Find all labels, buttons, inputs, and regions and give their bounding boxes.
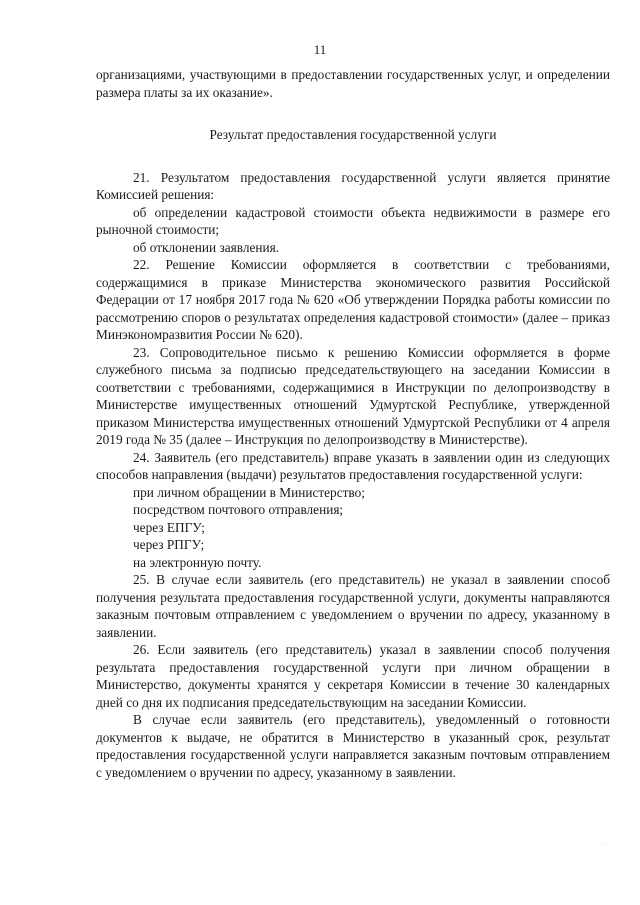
paragraph-21-option-2: об отклонении заявления. xyxy=(133,239,280,255)
delivery-method-item: при личном обращении в Министерство; xyxy=(133,484,365,500)
scan-artifact: · xyxy=(601,840,604,849)
delivery-method-item: через ЕПГУ; xyxy=(133,519,205,535)
delivery-method-item: посредством почтового отправления; xyxy=(133,502,344,517)
delivery-method-item: через РПГУ; xyxy=(133,537,205,552)
page-number: 11 xyxy=(313,42,327,57)
page-content xyxy=(96,66,610,781)
paragraph-25: 25. В случае если заявитель (его представитель) не указал в заявлении способ получения результата предоставления государственной услуги, документы направляются заказным почтовым отправлением с уведомлением о вручении по адресу, указанному в заявлении. xyxy=(96,572,610,640)
paragraph-24: 24. Заявитель (его представитель) вправе указать в заявлении один из следующих способов направления (выдачи) результатов предоставления государственной услуги: xyxy=(96,449,610,482)
intro-paragraph: организациями, участвующими в предоставлении государственных услуг, и определении размера платы за их оказание». xyxy=(96,67,610,100)
paragraph-22: 22. Решение Комиссии оформляется в соответствии с требованиями, содержащимися в приказе Министерства экономического развития Российской Федерации от 17 ноября 2017 года № 620 «Об утверждении Порядка работы комиссии по рассмотрению споров о результатах определения кадастровой стоимости» (далее – приказ Минэкономразвития России № 620). xyxy=(96,257,610,342)
delivery-method-item: на электронную почту. xyxy=(133,554,262,570)
paragraph-23: 23. Сопроводительное письмо к решению Комиссии оформляется в форме служебного письма за подписью председательствующего на заседании Комиссии в соответствии с требованиями, содержащимися в Инструкции по делопроизводству в Министерстве имущественных отношений Удмуртской Республике, утвержденной приказом Министерства имущественных отношений Удмуртской Республики от 4 апреля 2019 года № 35 (далее – Инструкция по делопроизводству в Министерстве). xyxy=(96,344,610,447)
section-heading: Результат предоставления государственной услуги xyxy=(209,127,497,142)
paragraph-26: 26. Если заявитель (его представитель) указал в заявлении способ получения результата предоставления государственной услуги при личном обращении в Министерство, документы хранятся у секретаря Комиссии в течение 30 календарных дней со дня их подписания председательствующим на заседании Комиссии. xyxy=(96,642,610,710)
paragraph-26-continuation: В случае если заявитель (его представитель), уведомленный о готовности документов к выдаче, не обратится в Министерство в указанный срок, результат предоставления государственной услуги направляется заказным почтовым отправлением с уведомлением о вручении по адресу, указанному в заявлении. xyxy=(96,712,610,780)
paragraph-21-option-1: об определении кадастровой стоимости объекта недвижимости в размере его рыночной стоимости; xyxy=(96,204,610,237)
paragraph-21: 21. Результатом предоставления государственной услуги является принятие Комиссией решения: xyxy=(96,169,610,202)
